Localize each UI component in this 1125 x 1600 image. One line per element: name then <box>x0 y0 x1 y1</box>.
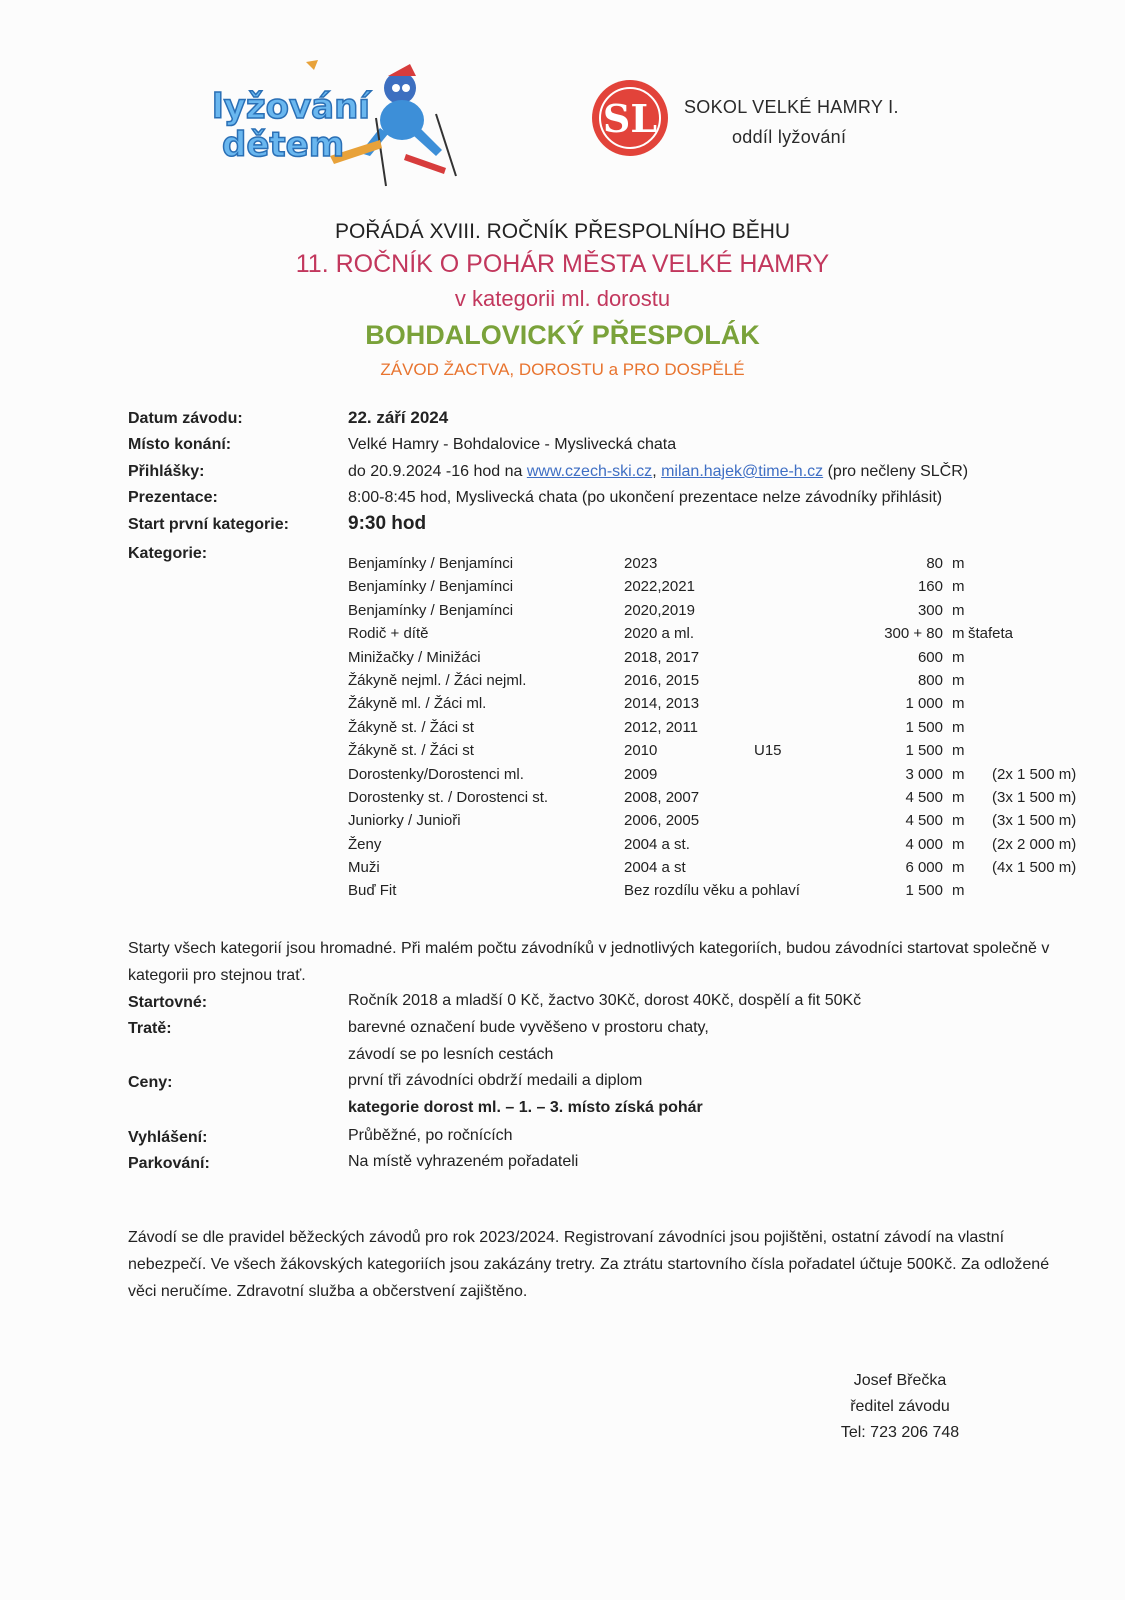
signature-name: Josef Břečka <box>853 1372 947 1389</box>
category-name: Žákyně st. / Žáci st <box>348 718 474 736</box>
category-row <box>348 552 1088 575</box>
category-name: Žákyně ml. / Žáci ml. <box>348 695 487 713</box>
start-label: Start první kategorie: <box>128 516 289 533</box>
category-year: 2008, 2007 <box>624 788 700 806</box>
category-unit: m <box>952 695 965 713</box>
category-year: 2020,2019 <box>624 601 695 619</box>
signup-separator: , <box>652 463 662 480</box>
categories-label: Kategorie: <box>128 545 208 562</box>
category-distance: 6 000 <box>905 859 943 877</box>
category-note: štafeta <box>968 625 1014 643</box>
category-extra: U15 <box>754 742 782 760</box>
category-unit: m <box>952 812 965 830</box>
category-row <box>348 716 1088 739</box>
category-row <box>348 879 1088 902</box>
tracks-label: Tratě: <box>128 1020 172 1037</box>
category-name: Dorostenky st. / Dorostenci st. <box>348 788 549 806</box>
category-distance: 800 <box>917 671 943 689</box>
category-unit: m <box>952 601 965 619</box>
category-distance: 4 500 <box>905 812 943 830</box>
category-row <box>348 856 1088 879</box>
svg-text:lyžování: lyžování <box>212 87 370 127</box>
categories-table <box>348 552 1088 903</box>
fee-value: Ročník 2018 a mladší 0 Kč, žactvo 30Kč, dorost 40Kč, dospělí a fit 50Kč <box>348 992 862 1009</box>
category-note: (3x 1 500 m) <box>992 812 1077 830</box>
fee-label: Startovné: <box>128 994 208 1011</box>
category-name: Minižačky / Minižáci <box>348 648 481 666</box>
category-distance: 1 000 <box>905 695 943 713</box>
prizes-value-2: kategorie dorost ml. – 1. – 3. místo získá pohár <box>348 1099 703 1116</box>
category-unit: m <box>952 648 965 666</box>
category-year: 2004 a st. <box>624 835 690 853</box>
category-name: Benjamínky / Benjamínci <box>348 555 514 572</box>
category-row <box>348 739 1088 762</box>
organizer-name <box>684 92 899 152</box>
signup-suffix: (pro nečleny SLČR) <box>823 463 969 480</box>
category-year: 2012, 2011 <box>624 718 698 736</box>
heading-race-name: BOHDALOVICKÝ PŘESPOLÁK <box>365 320 760 350</box>
category-distance: 160 <box>917 578 943 596</box>
prizes-value-1: první tři závodníci obdrží medaili a diplom <box>348 1072 643 1089</box>
category-unit: m <box>952 578 965 596</box>
category-distance: 300 <box>917 601 943 619</box>
category-row <box>348 692 1088 715</box>
svg-text:SL: SL <box>602 96 658 141</box>
category-distance: 4 500 <box>905 788 943 806</box>
category-year: 2006, 2005 <box>624 812 700 830</box>
category-name: Juniorky / Junioři <box>348 812 461 830</box>
category-note: (2x 2 000 m) <box>992 835 1077 853</box>
signup-value <box>348 463 968 481</box>
category-row <box>348 599 1088 622</box>
results-label: Vyhlášení: <box>128 1129 208 1146</box>
starts-paragraph: Starty všech kategorií jsou hromadné. Při malém počtu závodníků v jednotlivých kategoriích, budou závodníci startovat společně v kategorii pro stejnou trať. <box>128 940 1050 984</box>
category-row <box>348 575 1088 598</box>
presentation-value: 8:00-8:45 hod, Myslivecká chata (po ukončení prezentace nelze závodníky přihlásit) <box>348 489 943 506</box>
category-name: Rodič + dítě <box>348 625 429 643</box>
category-year: 2023 <box>624 555 658 572</box>
category-row <box>348 763 1088 786</box>
heading-subtitle: ZÁVOD ŽACTVA, DOROSTU a PRO DOSPĚLÉ <box>380 360 745 379</box>
category-distance: 4 000 <box>905 835 943 853</box>
parking-label: Parkování: <box>128 1155 210 1172</box>
category-unit: m <box>952 555 965 572</box>
results-value: Průběžné, po ročnících <box>348 1127 513 1144</box>
category-unit: m <box>952 718 965 736</box>
category-distance: 80 <box>926 555 943 572</box>
rules-paragraph: Závodí se dle pravidel běžeckých závodů pro rok 2023/2024. Registrovaní závodníci jsou pojištěni, ostatní závodí na vlastní nebezpečí. Ve všech žákovských kategoriích jsou zakázány tretry. Za ztrátu startovního čísla pořadatel účtuje 500Kč. Za odložené věci neručíme. Zdravotní služba a občerstvení zajištěno. <box>128 1229 1050 1300</box>
tracks-value-1: barevné označení bude vyvěšeno v prostoru chaty, <box>348 1019 709 1036</box>
parking-value: Na místě vyhrazeném pořadateli <box>348 1153 579 1170</box>
svg-text:dětem: dětem <box>222 125 345 165</box>
category-name: Benjamínky / Benjamínci <box>348 601 514 619</box>
email-link[interactable]: milan.hajek@time-h.cz <box>661 463 824 480</box>
category-unit: m <box>952 882 965 900</box>
category-distance: 1 500 <box>905 742 943 760</box>
place-value: Velké Hamry - Bohdalovice - Myslivecká chata <box>348 436 677 453</box>
signature-block <box>830 1368 970 1446</box>
signature-phone: Tel: 723 206 748 <box>840 1424 960 1441</box>
category-year: 2016, 2015 <box>624 671 700 689</box>
category-unit: m <box>952 765 965 783</box>
sokol-emblem <box>590 78 670 158</box>
signup-label: Přihlášky: <box>128 463 205 480</box>
category-row <box>348 646 1088 669</box>
category-distance: 1 500 <box>905 882 943 900</box>
signup-prefix: do 20.9.2024 -16 hod na <box>348 463 527 480</box>
date-label: Datum závodu: <box>128 410 243 427</box>
presentation-label: Prezentace: <box>128 489 218 506</box>
category-name: Muži <box>348 859 380 877</box>
signature-role: ředitel závodu <box>850 1398 950 1415</box>
start-value: 9:30 hod <box>348 513 427 534</box>
category-row <box>348 622 1088 645</box>
category-year: 2018, 2017 <box>624 648 700 666</box>
category-name: Ženy <box>348 835 382 853</box>
category-year: 2004 a st <box>624 859 686 877</box>
czech-ski-link[interactable]: www.czech-ski.cz <box>526 463 653 480</box>
organizer-line1: SOKOL VELKÉ HAMRY I. <box>684 97 899 117</box>
category-year: Bez rozdílu věku a pohlaví <box>624 882 800 900</box>
heading-cup: 11. ROČNÍK O POHÁR MĚSTA VELKÉ HAMRY <box>295 250 830 278</box>
category-year: 2014, 2013 <box>624 695 700 713</box>
category-note: (2x 1 500 m) <box>992 765 1077 783</box>
category-year: 2022,2021 <box>624 578 695 596</box>
place-label: Místo konání: <box>128 436 232 453</box>
category-unit: m <box>952 671 965 689</box>
prizes-label: Ceny: <box>128 1074 173 1091</box>
category-unit: m <box>952 835 965 853</box>
category-row <box>348 669 1088 692</box>
category-note: (4x 1 500 m) <box>992 859 1077 877</box>
category-year: 2010 <box>624 742 658 760</box>
category-unit: m <box>952 625 965 643</box>
category-unit: m <box>952 788 965 806</box>
category-name: Buď Fit <box>348 882 397 900</box>
category-name: Benjamínky / Benjamínci <box>348 578 514 596</box>
lyzovani-detem-logo <box>210 58 470 188</box>
category-year: 2009 <box>624 765 658 783</box>
category-name: Dorostenky/Dorostenci ml. <box>348 765 524 783</box>
category-row <box>348 809 1088 832</box>
heading-event-year: POŘÁDÁ XVIII. ROČNÍK PŘESPOLNÍHO BĚHU <box>334 220 791 243</box>
category-unit: m <box>952 742 965 760</box>
heading-category: v kategorii ml. dorostu <box>454 286 671 311</box>
category-unit: m <box>952 859 965 877</box>
category-row <box>348 833 1088 856</box>
category-distance: 3 000 <box>905 765 943 783</box>
category-year: 2020 a ml. <box>624 625 695 643</box>
category-note: (3x 1 500 m) <box>992 788 1077 806</box>
category-distance: 600 <box>917 648 943 666</box>
organizer-line2: oddíl lyžování <box>732 127 847 147</box>
tracks-value-2: závodí se po lesních cestách <box>348 1046 554 1063</box>
category-distance: 1 500 <box>905 718 943 736</box>
category-name: Žákyně st. / Žáci st <box>348 742 474 760</box>
date-value: 22. září 2024 <box>348 408 449 427</box>
category-name: Žákyně nejml. / Žáci nejml. <box>348 671 527 689</box>
category-distance: 300 + 80 <box>884 625 943 643</box>
category-row <box>348 786 1088 809</box>
